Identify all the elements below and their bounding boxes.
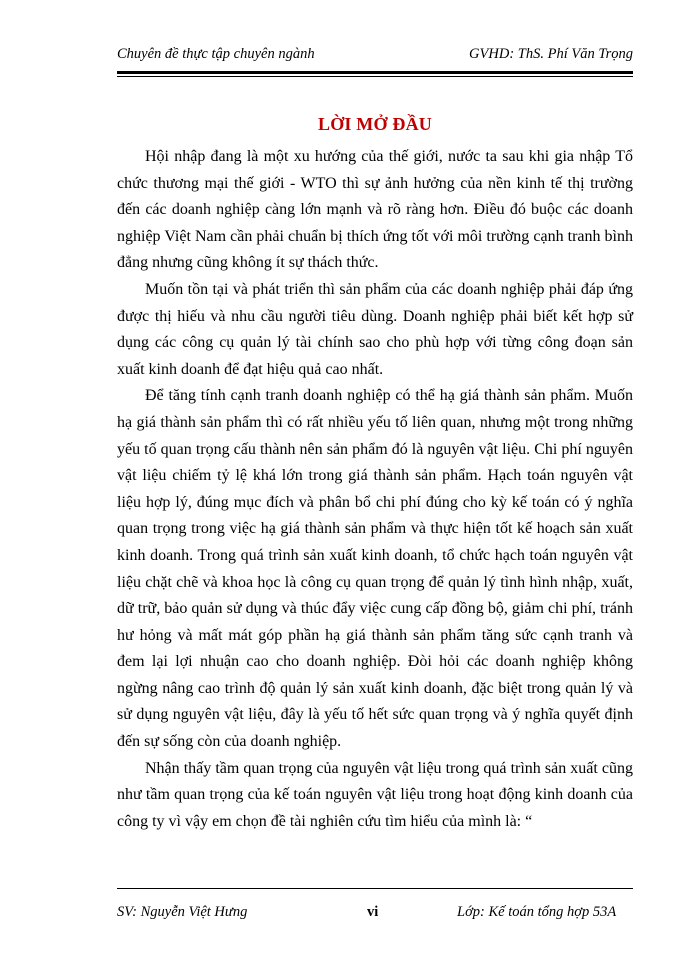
footer-student: SV: Nguyễn Việt Hưng	[117, 904, 248, 920]
paragraph: Hội nhập đang là một xu hướng của thế giới, nước ta sau khi gia nhập Tổ chức thương mại thế giới - WTO thì sự ảnh hưởng của nền kinh tế thị trường đến các doanh nghiệp càng lớn mạnh và rõ ràng hơn. Điều đó buộc các doanh nghiệp Việt Nam cần phải chuẩn bị thích ứng tốt với môi trường cạnh tranh bình đẳng nhưng cũng không ít sự thách thức.	[117, 148, 633, 272]
page-header	[117, 46, 633, 68]
body-text	[117, 144, 633, 835]
paragraph: Nhận thấy tầm quan trọng của nguyên vật liệu trong quá trình sản xuất cũng như tầm quan trọng của kế toán nguyên vật liệu trong hoạt động kinh doanh của công ty vì vậy em chọn đề tài nghiên cứu tìm hiểu của mình là: “	[117, 759, 633, 830]
footer-rule	[117, 888, 633, 889]
paragraph: Để tăng tính cạnh tranh doanh nghiệp có thể hạ giá thành sản phẩm. Muốn hạ giá thành sản phẩm thì có rất nhiều yếu tố liên quan, nhưng một trong những yếu tố quan trọng cấu thành nên sản phẩm đó là nguyên vật liệu. Chi phí nguyên vật liệu chiếm tỷ lệ khá lớn trong giá thành sản phẩm. Hạch toán nguyên vật liệu hợp lý, đúng mục đích và phân bổ chi phí đúng cho kỳ kế toán có ý nghĩa quan trọng trong việc hạ giá thành sản phẩm và thực hiện tốt kế hoạch sản xuất kinh doanh. Trong quá trình sản xuất kinh doanh, tổ chức hạch toán nguyên vật liệu chặt chẽ và khoa học là công cụ quan trọng để quản lý tình hình nhập, xuất, dữ trữ, bảo quản sử dụng và thúc đẩy việc cung cấp đồng bộ, giảm chi phí, tránh hư hỏng và mất mát góp phần hạ giá thành sản phẩm tăng sức cạnh tranh và đem lại lợi nhuận cao cho doanh nghiệp. Đòi hỏi các doanh nghiệp không ngừng nâng cao trình độ quản lý sản xuất kinh doanh, đặc biệt trong quản lý và sử dụng nguyên vật liệu, đây là yếu tố hết sức quan trọng và ý nghĩa quyết định đến sự sống còn của doanh nghiệp.	[117, 387, 633, 751]
paragraph: Muốn tồn tại và phát triển thì sản phẩm của các doanh nghiệp phải đáp ứng được thị hiếu và nhu cầu người tiêu dùng. Doanh nghiệp phải biết kết hợp sử dụng các công cụ quản lý tài chính sao cho phù hợp với từng công đoạn sản xuất kinh doanh để đạt hiệu quả cao nhất.	[117, 280, 633, 378]
footer-class: Lớp: Kế toán tổng hợp 53A	[457, 904, 617, 920]
header-document-type: Chuyên đề thực tập chuyên ngành	[117, 46, 315, 62]
header-supervisor: GVHD: ThS. Phí Văn Trọng	[469, 46, 633, 62]
page-title: LỜI MỞ ĐẦU	[318, 114, 432, 134]
page-number: vi	[367, 904, 379, 920]
header-rule	[117, 71, 633, 74]
header-rule-thin	[117, 76, 633, 77]
page-footer	[117, 904, 633, 926]
